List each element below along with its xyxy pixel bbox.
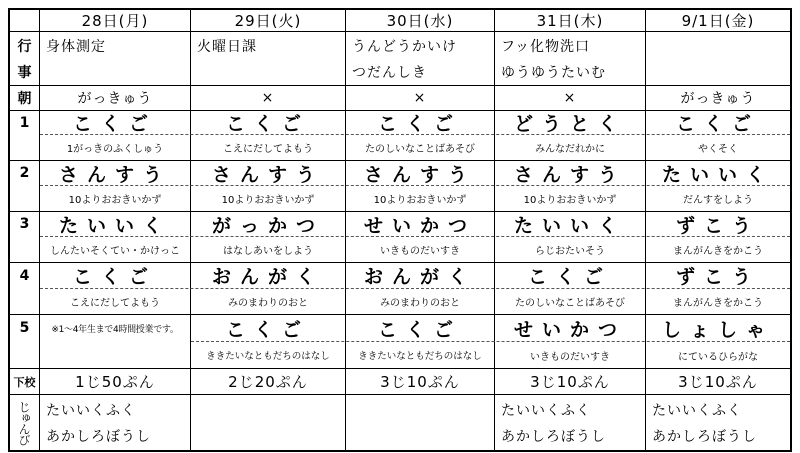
p3-thu-note: らじおたいそう bbox=[535, 246, 605, 257]
prep-thu-line2: あかしろぼうし bbox=[501, 428, 606, 445]
prep-wed-line1 bbox=[346, 397, 494, 422]
p5-fri-subject: しょしゃ bbox=[661, 318, 774, 341]
p1-mon-subject: こくご bbox=[72, 113, 157, 134]
prep-wed-line2 bbox=[346, 423, 494, 448]
day-header-mon: 28日(月) bbox=[81, 12, 149, 30]
period-number-1: 1 bbox=[19, 115, 30, 131]
prep-fri-line2: あかしろぼうし bbox=[652, 428, 757, 445]
p2-fri-note: だんすをしよう bbox=[683, 195, 753, 206]
p3-mon-subject: たいいく bbox=[58, 214, 171, 236]
day-header-thu: 31日(木) bbox=[536, 12, 604, 30]
p3-fri-subject: ずこう bbox=[675, 214, 760, 236]
event-thu-line2: ゆうゆうたいむ bbox=[501, 64, 606, 81]
p5-wed-subject: こくご bbox=[377, 318, 462, 341]
prep-label bbox=[10, 395, 39, 450]
event-wed-line2: つだんしき bbox=[352, 64, 427, 81]
p4-fri-note: まんがんきをかこう bbox=[673, 298, 763, 309]
events-label-2: 事 bbox=[17, 64, 32, 81]
period-number-2: 2 bbox=[19, 165, 30, 181]
p4-mon-subject: こくご bbox=[72, 266, 157, 288]
p2-tue-subject: さんすう bbox=[211, 163, 324, 185]
morning-label: 朝 bbox=[17, 91, 32, 107]
p2-fri-subject: たいいく bbox=[661, 163, 774, 185]
event-tue-line1: 火曜日課 bbox=[197, 38, 257, 55]
p1-wed-note: たのしいなことばあそび bbox=[365, 144, 475, 155]
dismissal-mon: 1じ50ぷん bbox=[75, 373, 155, 391]
grid-line bbox=[8, 450, 792, 452]
p1-wed-subject: こくご bbox=[377, 113, 462, 134]
p1-tue-subject: こくご bbox=[225, 113, 310, 134]
prep-label-text: じゅんび bbox=[17, 400, 31, 445]
period-number-5: 5 bbox=[19, 320, 30, 336]
p5-thu-note: いきものだいすき bbox=[530, 351, 610, 363]
p3-tue-subject: がっかつ bbox=[211, 214, 324, 236]
p4-wed-note: みのまわりのおと bbox=[380, 298, 460, 309]
p3-tue-note: はなしあいをしよう bbox=[223, 246, 313, 257]
p2-wed-subject: さんすう bbox=[363, 163, 476, 185]
period-number-4: 4 bbox=[19, 267, 30, 284]
p1-thu-note: みんなだれかに bbox=[535, 144, 605, 155]
p2-tue-note: 10よりおおきいかず bbox=[221, 195, 315, 206]
morning-fri: がっきゅう bbox=[680, 91, 756, 107]
p5-tue-note: ききたいなともだちのはなし bbox=[206, 351, 330, 362]
events-label-1: 行 bbox=[17, 38, 32, 55]
p4-thu-subject: こくご bbox=[527, 266, 612, 288]
p3-thu-subject: たいいく bbox=[513, 214, 626, 236]
day-header-fri: 9/1日(金) bbox=[681, 12, 755, 30]
event-fri-line1 bbox=[646, 33, 790, 58]
morning-wed: × bbox=[413, 90, 427, 106]
p4-tue-subject: おんがく bbox=[211, 266, 324, 288]
p1-fri-note: やくそく bbox=[698, 144, 738, 155]
prep-tue-line2 bbox=[191, 423, 345, 448]
p5-fri-note: にているひらがな bbox=[678, 351, 758, 363]
p3-wed-note: いきものだいすき bbox=[380, 246, 460, 257]
event-fri-line2 bbox=[646, 59, 790, 84]
p2-wed-note: 10よりおおきいかず bbox=[373, 195, 467, 206]
p2-mon-note: 10よりおおきいかず bbox=[68, 195, 162, 206]
day-header-tue: 29日(火) bbox=[234, 12, 302, 30]
p5-wed-note: ききたいなともだちのはなし bbox=[358, 351, 482, 362]
prep-thu-line1: たいいくふく bbox=[501, 402, 591, 419]
p1-tue-note: こえにだしてよもう bbox=[223, 144, 313, 155]
p2-thu-note: 10よりおおきいかず bbox=[523, 195, 617, 206]
grid-line bbox=[790, 8, 792, 452]
morning-thu: × bbox=[563, 90, 577, 106]
morning-tue: × bbox=[261, 90, 275, 106]
dismissal-fri: 3じ10ぷん bbox=[678, 373, 758, 391]
event-mon-line2 bbox=[40, 59, 190, 84]
p4-thu-note: たのしいなことばあそび bbox=[515, 298, 625, 309]
event-mon-line1: 身体測定 bbox=[46, 38, 106, 55]
p2-mon-subject: さんすう bbox=[58, 163, 171, 185]
p1-fri-subject: こくご bbox=[675, 113, 760, 134]
p4-fri-subject: ずこう bbox=[675, 266, 760, 288]
p1-mon-note: 1がっきのふくしゅう bbox=[66, 144, 164, 155]
dismissal-tue: 2じ20ぷん bbox=[228, 373, 308, 391]
period-number-3: 3 bbox=[19, 216, 30, 232]
p5-mon-note: ※1～4年生まで4時間授業です。 bbox=[51, 324, 179, 335]
event-thu-line1: フッ化物洗口 bbox=[501, 38, 591, 55]
grid-line bbox=[8, 394, 792, 395]
prep-fri-line1: たいいくふく bbox=[652, 402, 742, 419]
p1-thu-subject: どうとく bbox=[513, 113, 626, 134]
prep-tue-line1 bbox=[191, 397, 345, 422]
p2-thu-subject: さんすう bbox=[513, 163, 626, 185]
event-tue-line2 bbox=[191, 59, 345, 84]
p3-mon-note: しんたいそくてい・かけっこ bbox=[50, 246, 180, 257]
prep-mon-line2: あかしろぼうし bbox=[46, 428, 151, 445]
p5-tue-subject: こくご bbox=[225, 318, 310, 341]
dismissal-thu: 3じ10ぷん bbox=[530, 373, 610, 391]
dismissal-wed: 3じ10ぷん bbox=[380, 373, 460, 391]
event-wed-line1: うんどうかいけ bbox=[352, 38, 457, 55]
prep-mon-line1: たいいくふく bbox=[46, 402, 136, 419]
p4-wed-subject: おんがく bbox=[363, 266, 476, 288]
dismissal-label: 下校 bbox=[13, 375, 36, 389]
p5-thu-subject: せいかつ bbox=[513, 318, 626, 341]
p4-tue-note: みのまわりのおと bbox=[228, 298, 308, 309]
p4-mon-note: こえにだしてよもう bbox=[70, 298, 160, 309]
morning-mon: がっきゅう bbox=[77, 91, 153, 107]
grid-line bbox=[8, 31, 792, 32]
p3-wed-subject: せいかつ bbox=[363, 214, 476, 236]
day-header-wed: 30日(水) bbox=[386, 12, 454, 30]
p3-fri-note: まんがんきをかこう bbox=[673, 246, 763, 257]
